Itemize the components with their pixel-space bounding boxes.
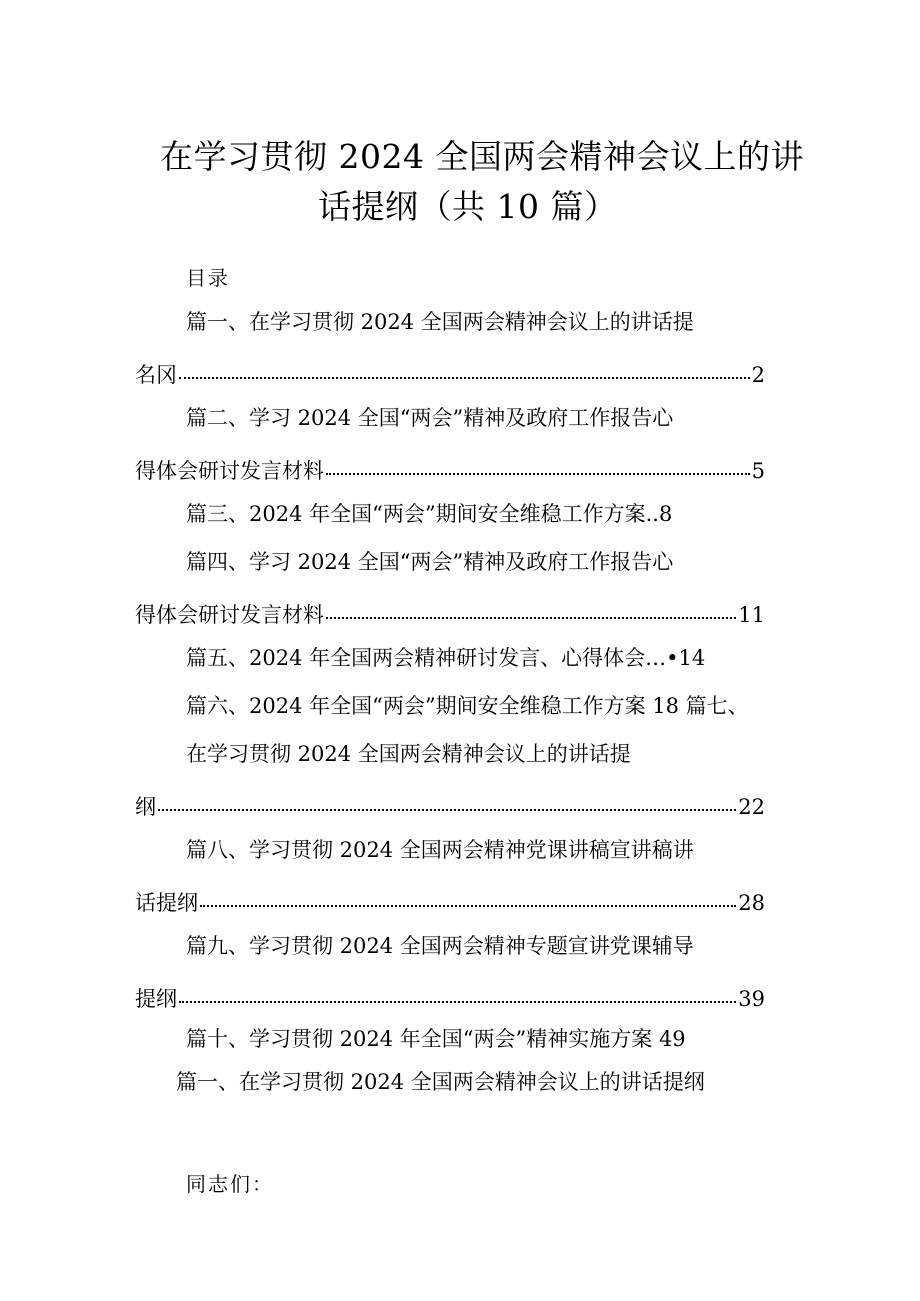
toc-item-6-leader[interactable] [135,792,765,818]
toc-item-6-line-3: 纲 [135,795,156,819]
greeting: 同志们： [186,1172,274,1196]
toc-item-1-leader[interactable] [135,360,765,386]
toc-item-8-line-2: 话提纲 [135,891,198,915]
toc-item-8-line-1[interactable]: 篇八、学习贯彻 2024 全国两会精神党课讲稿宣讲稿讲 [186,838,694,862]
dot-leader [158,792,736,814]
toc-item-8-page: 28 [738,891,765,915]
section-title: 篇一、在学习贯彻 2024 全国两会精神会议上的讲话提纲 [176,1070,705,1094]
toc-item-4-line-1[interactable]: 篇四、学习 2024 全国“两会”精神及政府工作报告心 [186,550,674,574]
toc-item-9-line-2: 提纲 [135,987,177,1011]
toc-item-6-line-1[interactable]: 篇六、2024 年全国“两会”期间安全维稳工作方案 18 篇七、 [186,694,749,718]
dot-leader [326,600,736,622]
toc-item-2-line-2: 得体会研讨发言材料 [135,459,324,483]
toc-item-2-line-1[interactable]: 篇二、学习 2024 全国“两会”精神及政府工作报告心 [186,406,674,430]
dot-leader [179,984,736,1006]
toc-item-9-leader[interactable] [135,984,765,1010]
document-title-line-1: 在学习贯彻 2024 全国两会精神会议上的讲 [160,137,804,176]
toc-item-2-leader[interactable] [135,456,765,482]
toc-item-1-line-2: 名冈 [135,363,177,387]
toc-item-4-line-2: 得体会研讨发言材料 [135,603,324,627]
dot-leader [326,456,750,478]
toc-item-8-leader[interactable] [135,888,765,914]
toc-item-1-page: 2 [751,363,765,387]
toc-item-2-page: 5 [751,459,765,483]
toc-item-4-leader[interactable] [135,600,765,626]
toc-item-1-line-1[interactable]: 篇一、在学习贯彻 2024 全国两会精神会议上的讲话提 [186,310,694,334]
toc-item-5[interactable]: 篇五、2024 年全国两会精神研讨发言、心得体会…•14 [186,646,706,670]
dot-leader [179,360,750,382]
toc-item-9-line-1[interactable]: 篇九、学习贯彻 2024 全国两会精神专题宣讲党课辅导 [186,934,694,958]
dot-leader [200,888,736,910]
toc-heading: 目录 [186,266,230,290]
toc-item-4-page: 11 [738,603,765,627]
toc-item-9-page: 39 [738,987,765,1011]
toc-item-6-line-2[interactable]: 在学习贯彻 2024 全国两会精神会议上的讲话提 [186,742,631,766]
document-title-line-2: 话提纲（共 10 篇） [318,187,618,226]
toc-item-10[interactable]: 篇十、学习贯彻 2024 年全国“两会”精神实施方案 49 [186,1027,686,1051]
toc-item-6-page: 22 [738,795,765,819]
toc-item-3[interactable]: 篇三、2024 年全国“两会”期间安全维稳工作方案..8 [186,502,673,526]
